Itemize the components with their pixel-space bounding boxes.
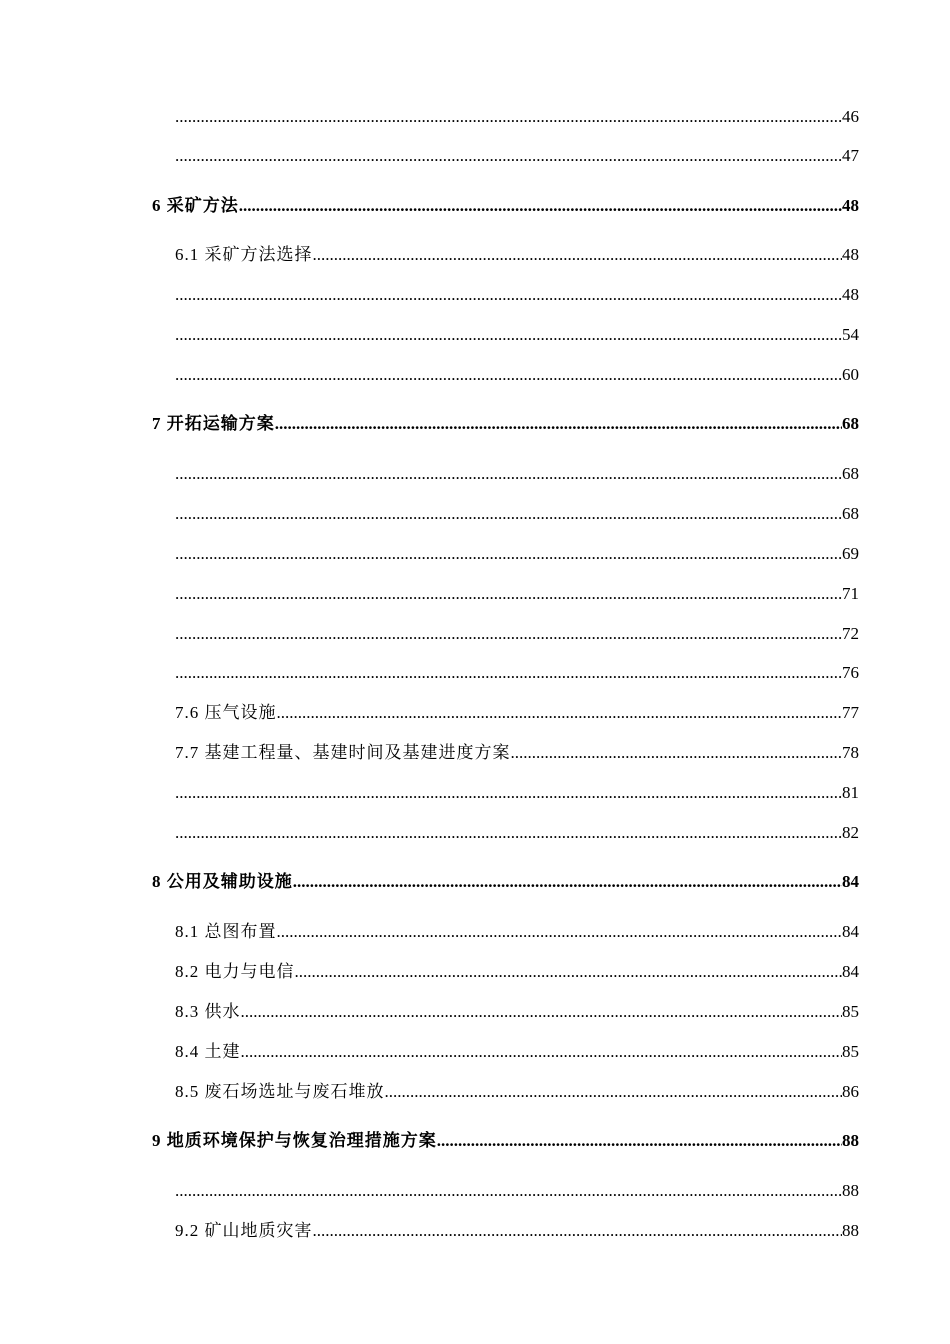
toc-dot-leader (175, 821, 842, 845)
toc-page-number: 47 (842, 146, 859, 165)
toc-page-number: 85 (842, 1042, 859, 1061)
toc-page-number: 46 (842, 107, 859, 126)
toc-dot-leader (313, 243, 843, 267)
toc-section-entry[interactable] (175, 741, 859, 765)
toc-section-entry[interactable] (175, 542, 859, 566)
toc-page-number: 84 (842, 922, 859, 941)
toc-section-entry[interactable] (175, 1000, 859, 1024)
toc-page-number: 77 (842, 703, 859, 722)
toc-section-entry[interactable] (175, 821, 859, 845)
toc-dot-leader (175, 582, 842, 606)
toc-entry-title: 8.3 供水 (175, 1002, 241, 1021)
toc-page-number: 84 (842, 962, 859, 981)
toc-section-entry[interactable] (175, 781, 859, 805)
toc-section-entry[interactable] (175, 1179, 859, 1203)
toc-page-number: 88 (842, 1181, 859, 1200)
toc-page-number: 81 (842, 783, 859, 802)
toc-dot-leader (239, 194, 842, 218)
toc-page-number: 88 (842, 1131, 859, 1150)
toc-dot-leader (277, 701, 843, 725)
toc-entry-title: 7.7 基建工程量、基建时间及基建进度方案 (175, 743, 511, 762)
toc-dot-leader (241, 1040, 843, 1064)
toc-section-entry[interactable] (175, 1219, 859, 1243)
toc-dot-leader (175, 781, 842, 805)
toc-dot-leader (175, 283, 842, 307)
toc-dot-leader (511, 741, 843, 765)
toc-section-entry[interactable] (175, 960, 859, 984)
toc-chapter-entry[interactable] (152, 1129, 859, 1153)
toc-dot-leader (241, 1000, 843, 1024)
toc-dot-leader (175, 323, 842, 347)
toc-entry-title: 8.5 废石场选址与废石堆放 (175, 1082, 385, 1101)
toc-page-number: 68 (842, 504, 859, 523)
toc-entry-title: 8.4 土建 (175, 1042, 241, 1061)
toc-entry-title: 8.1 总图布置 (175, 922, 277, 941)
toc-dot-leader (437, 1129, 842, 1153)
toc-section-entry[interactable] (175, 1040, 859, 1064)
toc-dot-leader (175, 105, 842, 129)
toc-page-number: 84 (842, 872, 859, 891)
toc-entry-title: 9 地质环境保护与恢复治理措施方案 (152, 1131, 437, 1150)
toc-section-entry[interactable] (175, 462, 859, 486)
toc-section-entry[interactable] (175, 661, 859, 685)
toc-section-entry[interactable] (175, 1080, 859, 1104)
toc-dot-leader (313, 1219, 843, 1243)
toc-dot-leader (293, 870, 842, 894)
toc-chapter-entry[interactable] (152, 412, 859, 436)
toc-entry-title: 7.6 压气设施 (175, 703, 277, 722)
toc-page-number: 71 (842, 584, 859, 603)
toc-dot-leader (175, 502, 842, 526)
toc-page-number: 85 (842, 1002, 859, 1021)
toc-section-entry[interactable] (175, 622, 859, 646)
toc-dot-leader (175, 622, 842, 646)
toc-dot-leader (295, 960, 843, 984)
toc-section-entry[interactable] (175, 363, 859, 387)
toc-page-number: 82 (842, 823, 859, 842)
toc-chapter-entry[interactable] (152, 870, 859, 894)
toc-entry-title: 8.2 电力与电信 (175, 962, 295, 981)
toc-dot-leader (175, 462, 842, 486)
toc-entry-title: 6.1 采矿方法选择 (175, 245, 313, 264)
toc-dot-leader (175, 542, 842, 566)
toc-section-entry[interactable] (175, 243, 859, 267)
toc-page-number: 48 (842, 245, 859, 264)
toc-page-number: 60 (842, 365, 859, 384)
toc-dot-leader (385, 1080, 843, 1104)
toc-page-number: 68 (842, 464, 859, 483)
toc-page-number: 68 (842, 414, 859, 433)
toc-page-number: 72 (842, 624, 859, 643)
toc-entry-title: 6 采矿方法 (152, 196, 239, 215)
toc-section-entry[interactable] (175, 283, 859, 307)
toc-page-number: 78 (842, 743, 859, 762)
toc-entry-title: 8 公用及辅助设施 (152, 872, 293, 891)
toc-page-number: 48 (842, 196, 859, 215)
toc-page-number: 69 (842, 544, 859, 563)
toc-section-entry[interactable] (175, 920, 859, 944)
toc-page-number: 48 (842, 285, 859, 304)
toc-dot-leader (275, 412, 842, 436)
toc-section-entry[interactable] (175, 144, 859, 168)
toc-chapter-entry[interactable] (152, 194, 859, 218)
toc-dot-leader (277, 920, 843, 944)
toc-dot-leader (175, 144, 842, 168)
toc-page-number: 76 (842, 663, 859, 682)
toc-dot-leader (175, 363, 842, 387)
toc-page-number: 86 (842, 1082, 859, 1101)
toc-section-entry[interactable] (175, 701, 859, 725)
toc-dot-leader (175, 1179, 842, 1203)
toc-section-entry[interactable] (175, 502, 859, 526)
toc-section-entry[interactable] (175, 323, 859, 347)
toc-dot-leader (175, 661, 842, 685)
toc-entry-title: 7 开拓运输方案 (152, 414, 275, 433)
toc-page-number: 54 (842, 325, 859, 344)
toc-section-entry[interactable] (175, 105, 859, 129)
toc-entry-title: 9.2 矿山地质灾害 (175, 1221, 313, 1240)
toc-section-entry[interactable] (175, 582, 859, 606)
toc-page-number: 88 (842, 1221, 859, 1240)
